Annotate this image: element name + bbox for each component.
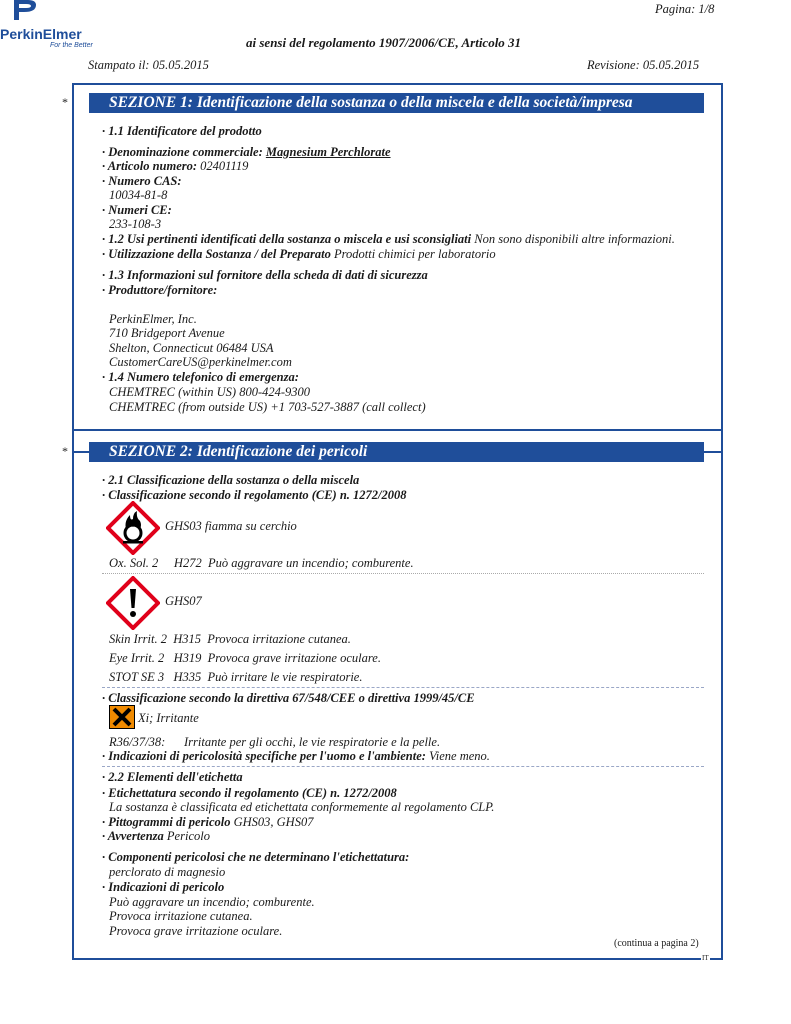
flame-over-circle-icon: [106, 501, 160, 559]
s2-change-marker: *: [62, 444, 68, 458]
revision-date: Revisione: 05.05.2015: [587, 58, 700, 72]
continued-note: (continua a pagina 2): [614, 938, 699, 949]
r-phrase-line: R36/37/38: Irritante per gli occhi, le vie respiratorie e la pelle.: [109, 735, 441, 749]
s1-line: · 1.4 Numero telefonico di emergenza:: [102, 370, 299, 384]
s1-line: 710 Bridgeport Avenue: [109, 326, 225, 340]
logo-mark-icon: [10, 0, 40, 22]
s2-line: · Pittogrammi di pericolo GHS03, GHS07: [102, 815, 314, 829]
section-2-title: SEZIONE 2: Identificazione dei pericoli: [89, 442, 704, 462]
logo-tagline: For the Better: [50, 42, 93, 49]
s1-line: CustomerCareUS@perkinelmer.com: [109, 355, 292, 369]
language-code: IT: [701, 951, 710, 965]
s1-line: · Denominazione commerciale: Magnesium Perchlorate: [102, 145, 391, 159]
s2-line: Può aggravare un incendio; comburente.: [109, 895, 315, 909]
s1-change-marker: *: [62, 95, 68, 109]
page-number: Pagina: 1/8: [655, 2, 715, 16]
ghs07-label: GHS07: [165, 594, 202, 608]
s2-line: · Avvertenza Pericolo: [102, 829, 210, 843]
s2-line: · Indicazioni di pericolo: [102, 880, 225, 894]
s2-line: · Indicazioni di pericolosità specifiche per l'uomo e l'ambiente: Viene meno.: [102, 749, 490, 763]
s1-line: · Numeri CE:: [102, 203, 172, 217]
s2-line: Provoca grave irritazione oculare.: [109, 924, 283, 938]
s1-line: · Articolo numero: 02401119: [102, 159, 249, 173]
s1-line: · Produttore/fornitore:: [102, 283, 218, 297]
s2-line: perclorato di magnesio: [109, 865, 226, 879]
xi-label: Xi; Irritante: [138, 711, 199, 725]
s2-line: · 2.1 Classificazione della sostanza o della miscela: [102, 473, 360, 487]
ox-sol-line: Ox. Sol. 2 H272 Può aggravare un incendio; comburente.: [109, 556, 414, 570]
s1-line: · 1.3 Informazioni sul fornitore della scheda di dati di sicurezza: [102, 268, 428, 282]
dashed-separator: [102, 766, 704, 767]
s1-line: CHEMTREC (from outside US) +1 703-527-3887 (call collect): [109, 400, 426, 414]
s1-line: PerkinElmer, Inc.: [109, 312, 197, 326]
printed-date: Stampato il: 05.05.2015: [88, 58, 209, 72]
s2-line: · Classificazione secondo il regolamento (CE) n. 1272/2008: [102, 488, 407, 502]
exclamation-mark-icon: [106, 576, 160, 634]
hazard-line: Skin Irrit. 2 H315 Provoca irritazione cutanea.: [109, 632, 351, 646]
logo-brand: PerkinElmer: [0, 26, 82, 42]
s2-line: La sostanza è classificata ed etichettata conformemente al regolamento CLP.: [109, 800, 495, 814]
s1-line: 10034-81-8: [109, 188, 168, 202]
s1-line: 233-108-3: [109, 217, 162, 231]
s2-line: · Etichettatura secondo il regolamento (CE) n. 1272/2008: [102, 786, 397, 800]
section-1-title: SEZIONE 1: Identificazione della sostanza o della miscela e della società/impresa: [89, 93, 704, 113]
s1-line: · 1.1 Identificatore del prodotto: [102, 124, 262, 138]
s1-line: CHEMTREC (within US) 800-424-9300: [109, 385, 311, 399]
regulation-title: ai sensi del regolamento 1907/2006/CE, Articolo 31: [246, 35, 522, 50]
s1-line: · Numero CAS:: [102, 174, 182, 188]
s2-line: · 2.2 Elementi dell'etichetta: [102, 770, 243, 784]
s2-line: · Componenti pericolosi che ne determinano l'etichettatura:: [102, 850, 410, 864]
s1-line: Shelton, Connecticut 06484 USA: [109, 341, 274, 355]
dotted-separator: [102, 573, 704, 574]
hazard-line: Eye Irrit. 2 H319 Provoca grave irritazione oculare.: [109, 651, 381, 665]
s1-line: · 1.2 Usi pertinenti identificati della sostanza o miscela e usi sconsigliati Non sono disponibili altre informazioni.: [102, 232, 675, 246]
hazard-line: STOT SE 3 H335 Può irritare le vie respiratorie.: [109, 670, 363, 684]
s1-line: · Utilizzazione della Sostanza / del Preparato Prodotti chimici per laboratorio: [102, 247, 496, 261]
dashed-separator: [102, 687, 704, 688]
xi-irritant-icon: [109, 705, 135, 733]
s2-line: Provoca irritazione cutanea.: [109, 909, 253, 923]
ghs03-label: GHS03 fiamma su cerchio: [165, 519, 297, 533]
company-logo: [0, 0, 100, 52]
s2-line: · Classificazione secondo la direttiva 67/548/CEE o direttiva 1999/45/CE: [102, 691, 475, 705]
